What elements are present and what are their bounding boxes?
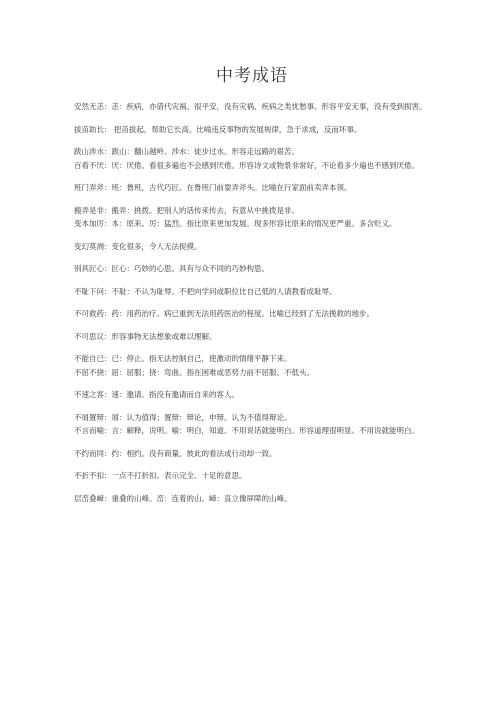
- idiom-group: [74, 411, 430, 438]
- idiom-entry: 拔苗助长： 把苗拔起，帮助它长高。比喻违反事物的发展规律，急于求成，反而坏事。: [74, 124, 362, 134]
- idiom-list: [74, 100, 430, 505]
- idiom-entry: 变幻莫测：变化很多，令人无法捉摸。: [74, 241, 202, 251]
- idiom-entry: 别具匠心：匠心：巧妙的心思。具有与众不同的巧妙构思。: [74, 264, 269, 273]
- idiom-group: [74, 240, 430, 254]
- idiom-entry: 不折不扣：一点不打折扣。表示完全、十足的意思。: [74, 471, 247, 480]
- idiom-group: [74, 447, 430, 461]
- idiom-entry: 不速之客：速：邀请。指没有邀请而自来的客人。: [74, 390, 239, 399]
- idiom-entry: 不屈不挠：屈：屈服；挠：弯曲。指在困难或恶势力前不屈服、不低头。: [74, 367, 314, 377]
- idiom-group: [74, 204, 430, 231]
- idiom-entry: 不耻下问：不耻：不认为耻辱。不把向学问或职位比自己低的人请教看成耻辱。: [74, 286, 337, 296]
- idiom-group: [74, 352, 430, 379]
- idiom-entry: 班门弄斧：班：鲁班，古代巧匠。在鲁班门前耍弄斧头。比喻在行家面前卖弄本领。: [74, 183, 352, 192]
- idiom-group: [74, 100, 430, 114]
- idiom-entry: 不能自已：已：停止。指无法控制自己，使激动的情绪平静下来。: [74, 354, 292, 363]
- idiom-group: [74, 145, 430, 172]
- idiom-entry: 跋山涉水：跋山：翻山越岭。涉水：徒步过水。形容走远路的艰苦。: [74, 147, 299, 156]
- idiom-entry: 变本加厉：本：原来。厉：猛烈。指比原来更加发展。现多形容比原来的情况更严重。多含贬义。: [74, 219, 397, 228]
- idiom-entry: 不言而喻：言：解释，说明。喻：明白，知道。不用说话就能明白。形容道理很明显。不用说就能明白。: [74, 426, 419, 435]
- idiom-entry: 不可思议：形容事物无法想象或难以理解。: [74, 331, 217, 341]
- idiom-group: [74, 285, 430, 299]
- idiom-entry: 层峦叠嶂：重叠的山峰。峦：连着的山。嶂：直立像屏障的山峰。: [74, 493, 292, 503]
- idiom-group: [74, 330, 430, 344]
- idiom-entry: 不屑置辩：屑：认为值得；置辩：辩论，申辩。认为不值得辩论。: [74, 412, 292, 422]
- idiom-group: [74, 307, 430, 321]
- idiom-entry: 不可救药：药：用药治疗。病已重到无法用药医治的程度。比喻已经到了无法挽救的地步。: [74, 309, 374, 318]
- idiom-group: [74, 262, 430, 276]
- idiom-group: [74, 388, 430, 402]
- document-title: 中考成语: [216, 66, 288, 86]
- idiom-entry: 百看不厌：厌：厌倦。看很多遍也不会感到厌倦。形容诗文或物景非常好，不论看多少遍也不感到厌倦。: [74, 160, 419, 170]
- idiom-group: [74, 181, 430, 195]
- idiom-entry: 安然无恙：恙：疾病，亦借代灾祸。很平安，没有灾祸、疾病之类忧愁事。形容平安无事，没有受到损害。: [74, 102, 427, 111]
- idiom-group: [74, 469, 430, 483]
- idiom-entry: 不约而同：约：相约。没有商量，彼此的看法或行动却一致。: [74, 448, 277, 458]
- idiom-entry: 搬弄是非：搬弄：挑拨。把别人的话传来传去，有意从中挑拨是非。: [74, 205, 299, 215]
- idiom-group: [74, 123, 430, 137]
- idiom-group: [74, 492, 430, 506]
